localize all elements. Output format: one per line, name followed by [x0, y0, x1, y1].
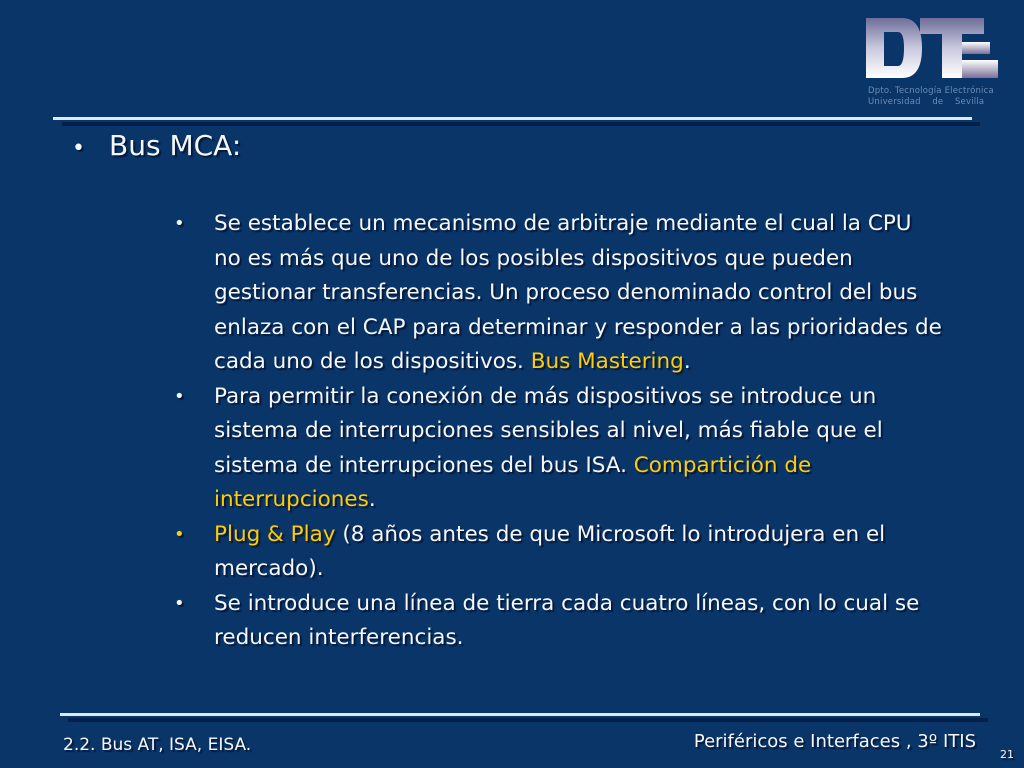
text-segment: .: [368, 487, 376, 512]
list-item-text: [214, 518, 944, 587]
text-segment: Se establece un mecanismo de arbitraje mediante el cual la CPU no es más que uno de los posibles dispositivos que pueden gestionar transferencias. Un proceso denominado control del bus enlaza con el CAP para determinar y responder a las prioridades de cada uno de los dispositivos.: [214, 211, 942, 374]
bullet-list: [172, 207, 952, 656]
logo-university-text: Universidad de Sevilla: [868, 97, 985, 107]
text-segment: Para permitir la conexión de más dispositivos se introduce un sistema de interrupciones sensibles al nivel, más fiable que el sistema de interrupciones del bus ISA.: [214, 383, 883, 478]
highlight-interrupt-sharing: Compartición de interrupciones: [214, 452, 812, 512]
list-item-text: [214, 207, 944, 380]
list-item: [172, 207, 952, 380]
bullet-icon: •: [174, 592, 185, 614]
dte-logo-icon: [862, 14, 1002, 84]
title-bullet-icon: •: [72, 136, 85, 161]
highlight-bus-mastering: Bus Mastering: [530, 349, 684, 374]
list-item: [172, 518, 952, 587]
bottom-rule: [60, 713, 980, 716]
page-number: 21: [1000, 748, 1014, 761]
list-item-text: [214, 587, 944, 656]
top-rule: [53, 117, 972, 120]
text-segment: (8 años antes de que Microsoft lo introdujera en el mercado).: [214, 521, 886, 581]
logo-department-text: Dpto. Tecnología Electrónica: [868, 86, 994, 96]
footer-course: Periféricos e Interfaces , 3º ITIS: [693, 731, 976, 752]
slide-title: [72, 126, 241, 169]
text-segment: .: [683, 349, 691, 374]
bullet-icon: •: [174, 213, 185, 234]
list-item: [172, 587, 952, 656]
footer-section: 2.2. Bus AT, ISA, EISA.: [63, 735, 252, 755]
highlight-plug-and-play: Plug & Play: [214, 521, 336, 547]
bullet-icon-highlighted: •: [174, 523, 185, 545]
bullet-icon: •: [174, 385, 185, 407]
bottom-rule-shadow: [68, 718, 988, 722]
text-segment: Se introduce una línea de tierra cada cuatro líneas, con lo cual se reducen interferencias.: [214, 590, 920, 650]
list-item-text: [214, 380, 944, 518]
slide-title-text: Bus MCA:: [109, 129, 242, 162]
list-item: [172, 380, 952, 518]
